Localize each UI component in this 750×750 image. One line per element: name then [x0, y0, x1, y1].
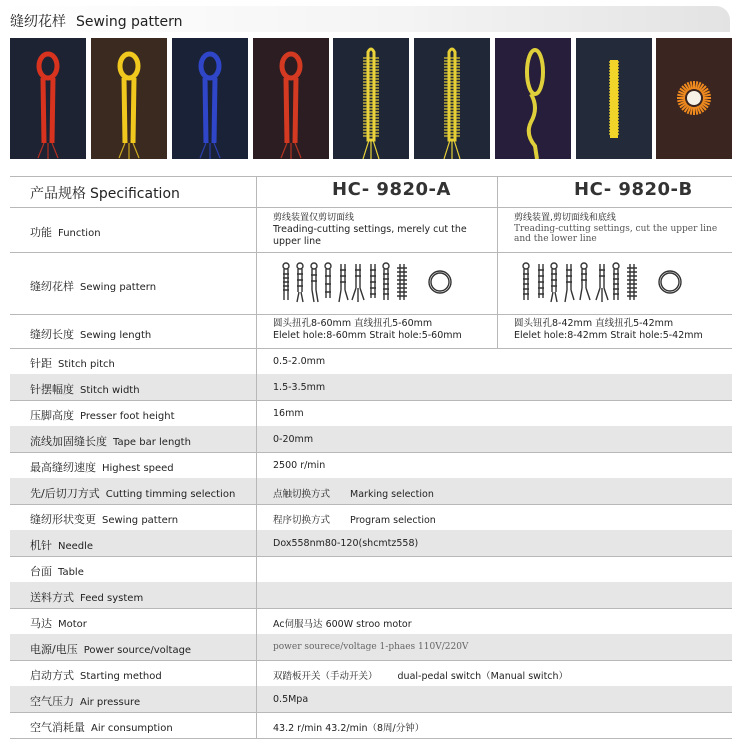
value-presser-foot-height: 16mm	[273, 408, 304, 419]
label-stitch-pitch	[30, 355, 115, 371]
tile-yellow-fringe-eyelet	[333, 38, 409, 159]
label-sewing-pattern-change-en: Sewing pattern	[102, 515, 179, 526]
row-needle	[10, 530, 732, 557]
tile-yellow-eyelet-brown-image	[91, 38, 167, 159]
pattern-icons-a	[278, 262, 468, 304]
sewing-length-b-line2: Elelet hole:8-42mm Strait hole:5-42mm	[514, 330, 703, 341]
label-stitch-width-zh: 针摆幅度	[30, 383, 74, 396]
eyelet-short-icon	[311, 263, 318, 302]
label-function	[30, 224, 101, 240]
function-a-line3: upper line	[273, 236, 321, 247]
label-needle-en: Needle	[58, 541, 94, 552]
value-needle: Dox558nm80-120(shcmtz558)	[273, 538, 419, 549]
function-b-line1: 剪线装置,剪切面线和底线	[514, 213, 616, 223]
label-cutting-timing-zh: 先/后切刀方式	[30, 487, 100, 500]
eyelet-tail-icon	[551, 263, 557, 302]
label-air-consumption-zh: 空气消耗量	[30, 721, 85, 734]
label-stitch-pitch-zh: 针距	[30, 357, 52, 370]
tile-yellow-fringe-eyelet-image	[333, 38, 409, 159]
eyelet-full-icon	[383, 263, 389, 300]
tile-yellow-twisted-eyelet-image	[495, 38, 571, 159]
function-a-line1: 剪线装置仅剪切面线	[273, 213, 355, 223]
label-starting-method-en: Starting method	[80, 671, 162, 682]
tile-orange-sun-image	[656, 38, 732, 159]
value-power: power sourece/voltage 1-phaes 110V/220V	[273, 642, 469, 652]
label-power-en: Power source/voltage	[83, 645, 192, 656]
value-starting-method-zh: 双踏板开关（手动开关）	[273, 671, 378, 682]
value-tape-bar-length: 0-20mm	[273, 434, 314, 445]
label-sewing-pattern-change-zh: 缝纫形状变更	[30, 513, 96, 526]
label-power	[30, 641, 191, 657]
page-title-en: Sewing pattern	[76, 14, 183, 30]
column-divider-lower	[256, 348, 257, 738]
label-feed-system-zh: 送料方式	[30, 591, 74, 604]
tile-yellow-fringe-straight-image	[414, 38, 490, 159]
row-tape-bar-length	[10, 426, 732, 453]
row-table	[10, 556, 732, 583]
label-presser-foot-height-zh: 压脚高度	[30, 409, 74, 422]
label-air-pressure	[30, 693, 140, 709]
sewing-length-b	[514, 318, 703, 342]
label-stitch-width	[30, 381, 140, 397]
label-sewing-length	[30, 326, 151, 342]
page-header	[0, 0, 750, 36]
column-divider-1	[256, 176, 257, 348]
value-sewing-pattern-change	[273, 512, 436, 526]
tile-red-eyelet-2	[253, 38, 329, 159]
label-sewing-pattern-zh: 缝纫花样	[30, 280, 74, 293]
row-feed-system	[10, 582, 732, 609]
label-stitch-width-en: Stitch width	[80, 385, 140, 396]
value-highest-speed: 2500 r/min	[273, 460, 326, 471]
value-cutting-timing-en: Marking selection	[350, 489, 434, 500]
sewing-length-a-line2: Elelet hole:8-60mm Strait hole:5-60mm	[273, 330, 462, 341]
tile-yellow-straight-bar	[576, 38, 652, 159]
tile-orange-sun	[656, 38, 732, 159]
label-table	[30, 563, 84, 579]
value-stitch-width: 1.5-3.5mm	[273, 382, 326, 393]
row-presser-foot-height	[10, 400, 732, 427]
label-table-en: Table	[58, 567, 84, 578]
straight-flare-icon	[352, 264, 364, 302]
function-a	[273, 212, 467, 248]
label-tape-bar-length-zh: 流线加固缝长度	[30, 435, 107, 448]
function-a-line2: Treading-cutting settings, merely cut the	[273, 224, 467, 235]
label-sewing-pattern	[30, 278, 156, 294]
eyelet-icon	[283, 263, 289, 300]
row-cutting-timing	[10, 478, 732, 505]
label-function-zh: 功能	[30, 226, 52, 239]
value-cutting-timing-zh: 点触切换方式	[273, 489, 331, 500]
value-air-consumption: 43.2 r/min 43.2/min（8周/分钟）	[273, 723, 425, 734]
spec-label-zh: 产品规格	[30, 186, 86, 202]
row-highest-speed	[10, 452, 732, 479]
sewing-length-b-line1: 圆头钮孔8-42mm 直线扭孔5-42mm	[514, 318, 674, 329]
row-motor	[10, 608, 732, 635]
label-air-consumption	[30, 719, 173, 735]
eyelet-bar-icon	[325, 263, 331, 298]
label-sewing-length-zh: 缝纫长度	[30, 328, 74, 341]
label-tape-bar-length-en: Tape bar length	[113, 437, 191, 448]
label-needle-zh: 机针	[30, 539, 52, 552]
straight-bar-icon	[538, 264, 544, 298]
row-power	[10, 634, 732, 661]
label-sewing-pattern-en: Sewing pattern	[80, 282, 157, 293]
label-highest-speed-en: Highest speed	[102, 463, 174, 474]
row-air-consumption	[10, 712, 732, 739]
spec-header-row	[10, 176, 732, 208]
straight-tail-icon	[339, 264, 348, 302]
label-power-zh: 电源/电压	[30, 643, 78, 656]
value-starting-method	[273, 668, 568, 682]
page-title	[10, 11, 183, 31]
value-starting-method-en: dual-pedal switch（Manual switch）	[397, 671, 569, 682]
tile-blue-eyelet	[172, 38, 248, 159]
value-sewing-pattern-change-zh: 程序切换方式	[273, 515, 331, 526]
label-function-en: Function	[58, 228, 101, 239]
label-air-pressure-zh: 空气压力	[30, 695, 74, 708]
straight-flare-icon	[596, 264, 608, 302]
value-motor: Ac伺服马达 600W stroo motor	[273, 619, 412, 630]
value-sewing-pattern-change-en: Program selection	[350, 515, 436, 526]
label-tape-bar-length	[30, 433, 191, 449]
row-sewing-pattern	[10, 252, 732, 315]
sewing-length-a-line1: 圆头扭孔8-60mm 直线扭孔5-60mm	[273, 318, 433, 329]
spec-label	[30, 183, 180, 203]
sewing-length-a	[273, 318, 462, 342]
value-air-pressure: 0.5Mpa	[273, 694, 309, 705]
model-a: HC- 9820-A	[332, 179, 451, 200]
tile-yellow-eyelet-brown	[91, 38, 167, 159]
row-sewing-pattern-change	[10, 504, 732, 531]
label-feed-system	[30, 589, 143, 605]
label-sewing-length-en: Sewing length	[80, 330, 152, 341]
page-title-zh: 缝纫花样	[10, 14, 66, 30]
tile-blue-eyelet-image	[172, 38, 248, 159]
tile-yellow-fringe-straight	[414, 38, 490, 159]
tile-red-eyelet-2-image	[253, 38, 329, 159]
fringe-bar-icon	[397, 264, 407, 300]
pattern-icons-b	[518, 262, 698, 304]
pattern-icons-a-svg	[278, 262, 468, 304]
function-b-line2: Treading-cutting settings, cut the upper line	[514, 224, 718, 234]
label-air-consumption-en: Air consumption	[91, 723, 173, 734]
eyelet-full-icon	[613, 263, 619, 300]
function-b	[514, 212, 717, 244]
label-highest-speed-zh: 最高缝纫速度	[30, 461, 96, 474]
tile-yellow-twisted-eyelet	[495, 38, 571, 159]
tile-red-eyelet	[10, 38, 86, 159]
value-cutting-timing	[273, 486, 434, 500]
label-motor-en: Motor	[58, 619, 87, 630]
label-presser-foot-height-en: Presser foot height	[80, 411, 175, 422]
label-sewing-pattern-change	[30, 511, 178, 527]
row-function	[10, 206, 732, 253]
sewing-pattern-gallery	[10, 38, 732, 160]
label-cutting-timing	[30, 485, 235, 501]
eyelet-icon	[523, 263, 529, 300]
straight-tail-icon	[565, 264, 574, 302]
label-starting-method-zh: 启动方式	[30, 669, 74, 682]
label-presser-foot-height	[30, 407, 175, 423]
value-stitch-pitch: 0.5-2.0mm	[273, 356, 326, 367]
label-needle	[30, 537, 93, 553]
column-divider-2	[497, 176, 498, 348]
label-table-zh: 台面	[30, 565, 52, 578]
ring-icon	[659, 271, 681, 293]
label-motor	[30, 615, 87, 631]
label-motor-zh: 马达	[30, 617, 52, 630]
spec-label-en: Specification	[90, 186, 180, 202]
straight-bar-icon	[370, 264, 376, 298]
tile-red-eyelet-image	[10, 38, 86, 159]
eyelet-flare-icon	[580, 263, 590, 300]
label-feed-system-en: Feed system	[80, 593, 144, 604]
tile-yellow-straight-bar-image	[576, 38, 652, 159]
row-starting-method	[10, 660, 732, 687]
label-air-pressure-en: Air pressure	[80, 697, 141, 708]
label-highest-speed	[30, 459, 174, 475]
label-starting-method	[30, 667, 162, 683]
function-b-line3: and the lower line	[514, 234, 597, 244]
label-stitch-pitch-en: Stitch pitch	[58, 359, 115, 370]
fringe-bar-icon	[627, 264, 637, 300]
row-stitch-width	[10, 374, 732, 401]
label-cutting-timing-en: Cutting timming selection	[105, 489, 236, 500]
model-b: HC- 9820-B	[574, 179, 693, 200]
row-sewing-length	[10, 314, 732, 349]
ring-icon	[429, 271, 451, 293]
row-air-pressure	[10, 686, 732, 713]
eyelet-tail-icon	[297, 263, 303, 302]
row-stitch-pitch	[10, 348, 732, 375]
pattern-icons-b-svg	[518, 262, 698, 304]
